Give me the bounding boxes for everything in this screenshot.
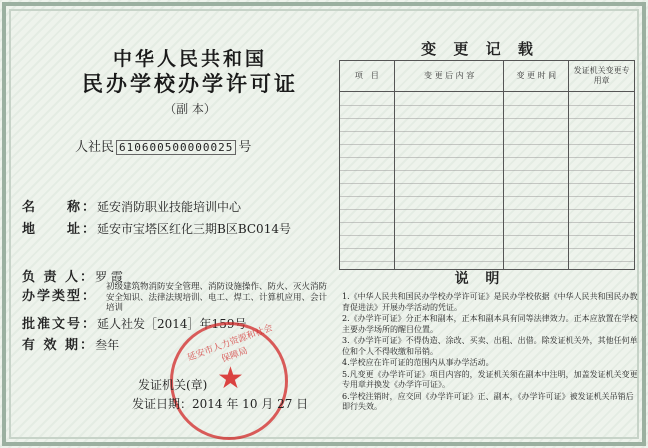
title-country: 中华人民共和国 bbox=[112, 48, 267, 70]
issuer-label: 发证机关(章) bbox=[138, 378, 208, 392]
field-school-type bbox=[22, 285, 97, 304]
field-validity-label: 有 效 期： bbox=[22, 338, 96, 353]
field-address-label: 地 址： bbox=[22, 222, 98, 237]
changes-title: 变 更 记 载 bbox=[421, 40, 539, 58]
field-school-type-label: 办学类型： bbox=[22, 289, 98, 304]
note-item: 2.《办学许可证》分正本和副本，正本和副本具有同等法律效力。正本应放置在学校主要办学场所的醒目位置。 bbox=[342, 314, 638, 334]
field-validity-value: 叁年 bbox=[95, 338, 120, 352]
title-license: 民办学校办学许可证 bbox=[82, 71, 298, 96]
changes-cell bbox=[340, 92, 395, 270]
changes-table bbox=[339, 60, 635, 270]
license-suffix: 号 bbox=[238, 140, 252, 155]
changes-cell bbox=[394, 92, 504, 270]
license-number: 610600500000025 bbox=[116, 140, 236, 155]
license-number-row bbox=[75, 136, 251, 155]
license-prefix: 人社民 bbox=[75, 140, 115, 155]
field-school-type-value: 初级建筑物消防安全管理、消防设施操作、防火、灭火消防安全知识、法律法规培训、电工、焊工、计算机应用、会计培训 bbox=[106, 282, 328, 313]
field-address-value: 延安市宝塔区红化三期B区BC014号 bbox=[97, 222, 291, 236]
changes-header-content: 变 更 后 内 容 bbox=[394, 61, 504, 92]
changes-cell bbox=[504, 92, 569, 270]
field-validity bbox=[22, 334, 119, 353]
note-item: 1.《中华人民共和国民办学校办学许可证》是民办学校依据《中华人民共和国民办教育促进法》开展办学活动的凭证。 bbox=[342, 292, 638, 312]
note-item: 3.《办学许可证》不得伪造、涂改、买卖、出租、出借。除发证机关外，其他任何单位和个人不得收缴和吊销。 bbox=[342, 336, 638, 356]
seal-text: 延安市人力资源和社会保障局 bbox=[186, 323, 275, 365]
notes-title: 说 明 bbox=[454, 271, 506, 287]
notes-list bbox=[342, 292, 638, 414]
changes-header-time: 变 更 时 间 bbox=[504, 61, 569, 92]
field-name-value: 延安消防职业技能培训中心 bbox=[97, 200, 242, 214]
note-item: 5.凡变更《办学许可证》项目内容的，发证机关须在副本中注明，加盖发证机关变更专用章并换发《办学许可证》。 bbox=[342, 369, 638, 389]
field-address bbox=[22, 218, 291, 237]
field-approval-label: 批准文号： bbox=[22, 317, 98, 332]
field-principal-value: 罗 霞 bbox=[95, 270, 123, 284]
field-name bbox=[22, 196, 241, 215]
field-name-label: 名 称： bbox=[22, 200, 98, 215]
field-approval-value: 延人社发［2014］年159号 bbox=[97, 317, 247, 331]
copy-label: （副 本） bbox=[164, 102, 216, 116]
issue-date-label: 发证日期： bbox=[132, 397, 193, 411]
note-item: 4.学校应在许可证的范围内从事办学活动。 bbox=[342, 358, 494, 367]
note-item: 6.学校注销时，应交回《办学许可证》正、副本，《办学许可证》被发证机关吊销后即行失效。 bbox=[342, 391, 634, 411]
changes-body-row bbox=[340, 92, 635, 270]
issue-date bbox=[132, 395, 308, 412]
field-principal-label: 负 责 人： bbox=[22, 270, 96, 285]
issue-date-value: 2014 年 10 月 27 日 bbox=[192, 397, 309, 411]
star-icon: ★ bbox=[217, 361, 244, 396]
changes-header-item: 项 目 bbox=[340, 61, 395, 92]
changes-cell bbox=[569, 92, 635, 270]
changes-header-seal: 发证机关变更专用章 bbox=[569, 61, 635, 92]
